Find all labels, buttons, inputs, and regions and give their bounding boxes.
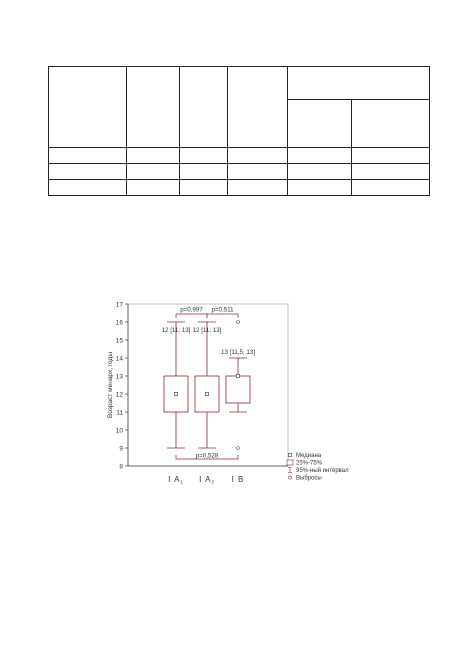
comparison-bracket [207, 314, 238, 318]
category-subscript: 1 [180, 479, 184, 485]
box-annotation: 12 [11; 13] [161, 327, 191, 334]
legend-item-label: 95%-ный интервал [296, 468, 349, 474]
box-iqr [226, 376, 250, 403]
outlier-point [237, 321, 240, 324]
outlier-point [237, 447, 240, 450]
box-annotation: 12 [11; 13] [192, 327, 222, 334]
legend-median-marker [289, 454, 292, 457]
p-value-label: p=0,997 [180, 306, 203, 314]
category-label: I A2 [199, 475, 215, 485]
y-tick-label: 13 [115, 373, 123, 381]
category-label: I A1 [168, 475, 184, 485]
legend-whisker-marker [288, 468, 292, 473]
y-tick-label: 11 [116, 409, 123, 417]
legend-item-label: Медиана [296, 453, 322, 459]
legend [287, 453, 349, 482]
y-tick-label: 10 [115, 427, 123, 435]
legend-item-label: Выбросы [296, 475, 322, 482]
legend-box-marker [287, 460, 293, 465]
p-value-label: p=0,511 [211, 306, 234, 314]
box-annotation: 13 [11,5; 13] [221, 349, 255, 356]
y-tick-label: 16 [115, 319, 123, 327]
y-tick-label: 15 [115, 337, 123, 345]
y-axis-label: Возраст менарх, годы [107, 352, 114, 418]
category-label: I B [231, 475, 245, 484]
comparison-bracket [176, 314, 207, 318]
median-marker [236, 374, 239, 377]
median-marker [174, 392, 177, 395]
y-tick-label: 9 [119, 445, 123, 453]
y-tick-label: 14 [115, 355, 123, 363]
legend-item-label: 25%-75% [296, 460, 323, 467]
y-tick-label: 8 [119, 463, 123, 471]
category-subscript: 2 [211, 479, 215, 485]
p-value-label: p=0,528 [195, 452, 219, 460]
y-tick-label: 17 [115, 301, 123, 309]
y-tick-label: 12 [115, 391, 123, 399]
legend-outlier-marker [289, 476, 292, 479]
median-marker [205, 392, 208, 395]
